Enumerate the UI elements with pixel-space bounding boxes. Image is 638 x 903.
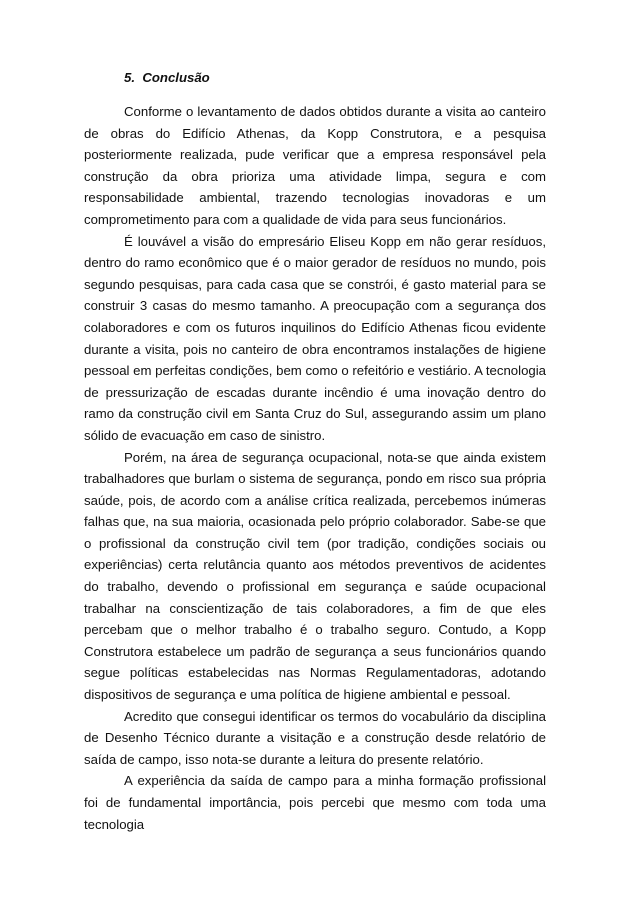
section-number: 5. [124,70,135,85]
paragraph-2: É louvável a visão do empresário Eliseu Kopp em não gerar resíduos, dentro do ramo econômico que é o maior gerador de resíduos no mundo, pois segundo pesquisas, para cada casa que se constrói, é gasto material para se construir 3 casas do mesmo tamanho. A preocupação com a segurança dos colaboradores e com os futuros inquilinos do Edifício Athenas ficou evidente durante a visita, pois no canteiro de obra encontramos instalações de higiene pessoal em perfeitas condições, bem como o refeitório e vestiário. A tecnologia de pressurização de escadas durante incêndio é uma inovação dentro do ramo da construção civil em Santa Cruz do Sul, assegurando assim um plano sólido de evacuação em caso de sinistro. [84,233,546,443]
section-title: Conclusão [142,70,210,85]
section-body [84,101,546,835]
paragraph-5: A experiência da saída de campo para a minha formação profissional foi de fundamental importância, pois percebi que mesmo com toda uma tecnologia [84,773,546,832]
paragraph-4: Acredito que consegui identificar os termos do vocabulário da disciplina de Desenho Técnico durante a visitação e a construção desde relatório de saída de campo, isso nota-se durante a leitura do presente relatório. [84,708,546,767]
section-heading [124,67,210,89]
paragraph-3: Porém, na área de segurança ocupacional, nota-se que ainda existem trabalhadores que burlam o sistema de segurança, pondo em risco sua própria saúde, pois, de acordo com a análise crítica realizada, percebemos inúmeras falhas que, na sua maioria, ocasionada pelo próprio colaborador. Sabe-se que o profissional da construção civil tem (por tradição, condições sociais ou experiências) certa relutância quanto aos métodos preventivos de acidentes do trabalho, devendo o profissional em segurança e saúde ocupacional trabalhar na conscientização de tais colaboradores, a fim de que eles percebam que o melhor trabalho é o trabalho seguro. Contudo, a Kopp Construtora estabelece um padrão de segurança a seus funcionários quando segue políticas estabelecidas nas Normas Regulamentadoras, adotando dispositivos de segurança e uma política de higiene ambiental e pessoal. [84,449,546,703]
paragraph-1: Conforme o levantamento de dados obtidos durante a visita ao canteiro de obras do Edifício Athenas, da Kopp Construtora, e a pesquisa posteriormente realizada, pude verificar que a empresa responsável pela construção da obra prioriza uma atividade limpa, segura e com responsabilidade ambiental, trazendo tecnologias inovadoras e um comprometimento para com a qualidade de vida para seus funcionários. [84,104,546,227]
